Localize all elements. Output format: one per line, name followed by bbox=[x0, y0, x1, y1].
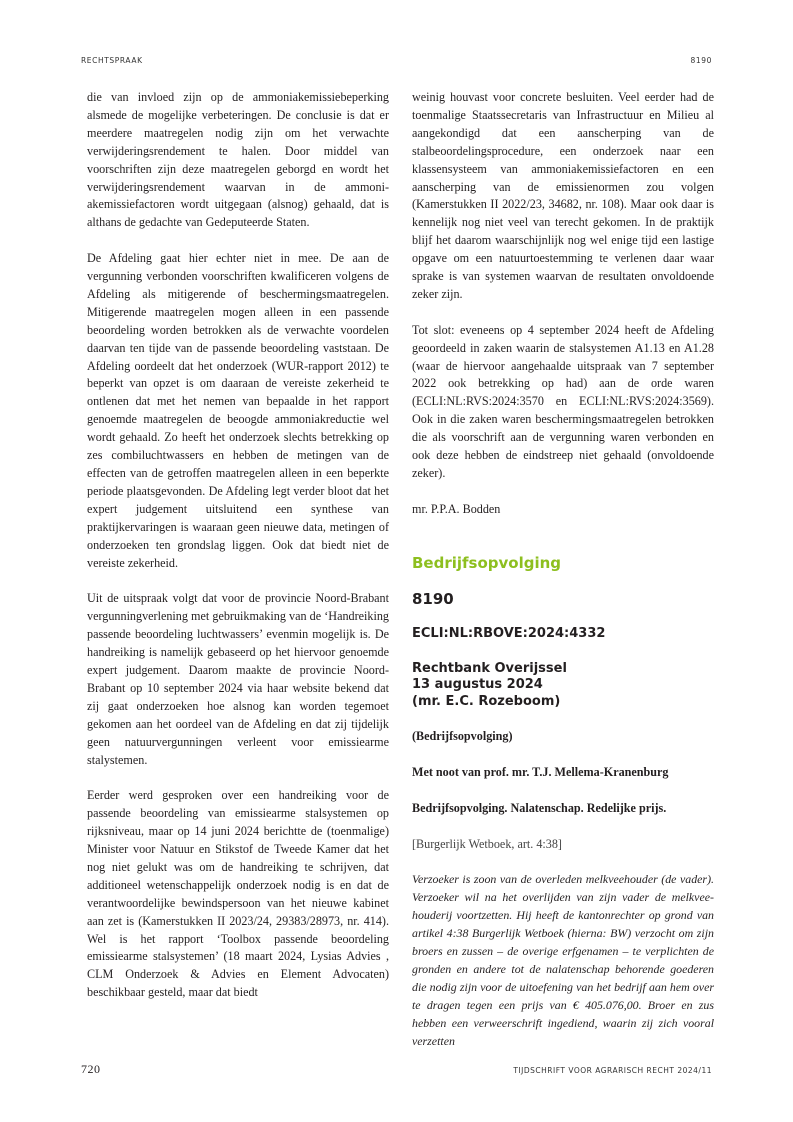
legislation-reference: [Burgerlijk Wetboek, art. 4:38] bbox=[412, 836, 562, 851]
keywords: Bedrijfsopvolging. Nalatenschap. Redelijke prijs. bbox=[412, 800, 667, 815]
paragraph: Eerder werd gesproken over een handreiking voor de passende beoordeling van emissiearme stalsystemen op rijksniveau, maar op 14 juni 2024 berichtte de (toenmalige) Minister voor Natuur en Stikstof de Tweede Kamer dat het nog niet gelukt was om de handreiking te schrijven, dat additioneel wetenschappelijk onderzoek nodig is en dat de verantwoordelijke bewindspersoon van het nieuwe kabinet aan zet is (Kamerstukken II 2023/24, 29383/28973, nr. 414). Wel is het rapport ‘Toolbox passende beoordeling emissiearme stalsystemen’ (18 maart 2024, Lysias Advies , CLM Onderzoek & Advies en Element Advocaten) beschikbaar gesteld, maar dat biedt bbox=[87, 788, 389, 1000]
left-column bbox=[87, 89, 389, 1020]
journal-title: TIJDSCHRIFT VOOR AGRARISCH RECHT 2024/11 bbox=[513, 1066, 712, 1075]
paragraph: De Afdeling gaat hier echter niet in mee. De aan de vergunning verbonden voorschriften kwalificeren volgens de Afdeling als mitigerende of beschermingsmaatregelen. Mitigerende maatregelen mogen alleen in een passende beoordeling worden betrokken als de verwachte voordelen daarvan ten tijde van de passende beoordeling vaststaan. De Afdeling oordeelt dat het onderzoek (WUR-rapport 2012) te beperkt van opzet is om daaraan de vereiste zekerheid te ontlenen dat met het nemen van bepaalde in het rapport genoemde maatregelen de beoogde ammoniakreductie wel wordt gehaald. Zo heeft het onderzoek slechts betrekking op zes combiluchtwassers en hebben de metingen van de effecten van de getroffen maatregelen alleen in een beperkte periode plaatsgevonden. De Afdeling legt verder bloot dat het expert judgement uitsluitend een synthese van praktijkervaringen is waaraan geen nieuwe data, metingen of onderzoeken ten grondslag liggen. Ook dat biedt niet de vereiste zekerheid. bbox=[87, 251, 389, 570]
page-number: 720 bbox=[81, 1062, 101, 1076]
page-footer bbox=[81, 1062, 712, 1077]
section-label: RECHTSPRAAK bbox=[81, 56, 143, 65]
case-summary: Verzoeker is zoon van de overleden melkveehouder (de vader). Verzoeker wil na het overlijden van zijn vader de melkveehouderij voortzetten. Hij heeft de kantonrechter op grond van artikel 4:38 Burgerlijk Wetboek (hierna: BW) verzocht om zijn broers en zussen – de overige erfgenamen – te verplichten de gronden en andere tot de nalatenschap behorende goederen die nodig zijn voor de uitoefening van het bedrijf aan hem over te dragen tegen een prijs van € 405.076,00. Broer en zus hebben een verweerschrift ingediend, waarin zij zich vooral verzetten bbox=[412, 872, 714, 1048]
judge-name: (mr. E.C. Rozeboom) bbox=[412, 693, 561, 709]
case-number: 8190 bbox=[412, 589, 454, 608]
judgment-date: 13 augustus 2024 bbox=[412, 677, 543, 693]
paragraph: weinig houvast voor concrete besluiten. Veel eerder had de toenmalige Staatssecretaris van Infrastructuur en Milieu al aangekondigd dat een aanscherping van de stalbeoordelingsprocedure, een onderzoek naar een klassensysteem van ammoniakemissiefactoren en een aanscherping van de emissienormen zou volgen (Kamerstukken II 2022/23, 34682, nr. 108). Maar ook daar is kennelijk nog niet veel van terecht gekomen. In de praktijk blijf het daarom waarschijnlijk nog wel enige tijd een lastige opgave om een natuurtoestemming te verlenen daar waar sprake is van systemen waarvan de resultaten onvoldoende zeker zijn. bbox=[412, 90, 714, 301]
running-header bbox=[81, 56, 712, 65]
header-case-number: 8190 bbox=[690, 56, 712, 65]
section-title: Bedrijfsopvolging bbox=[412, 553, 562, 572]
paragraph: Tot slot: eveneens op 4 september 2024 heeft de Afdeling geoordeeld in zaken waarin de stalsystemen A1.13 en A1.28 (waar de hiervoor aangehaalde uitspraak van 7 september 2022 ook betrekking op had) aan de orde waren (ECLI:NL:RVS:2024:3570 en ECLI:NL:RVS:2024:3569). Ook in die zaken waren beschermingsmaatregelen betrokken die als voorschrift aan de vergunning waren verbonden en ook deze hebben de eindstreep niet gehaald (onvoldoende zeker). bbox=[412, 322, 714, 481]
court-name: Rechtbank Overijssel bbox=[412, 660, 567, 676]
author-signature: mr. P.P.A. Bodden bbox=[412, 501, 501, 516]
paragraph: die van invloed zijn op de ammoniakemissiebeperking alsmede de mogelijke verbeteringen. De conclusie is dat er meerdere maatregelen nodig zijn om het verwachte verwijderingsrendement te halen. Door middel van voorschriften zijn deze maatregelen geborgd en wordt het verwijderingsrendement waarvan in de ammoniakemissiefactoren wordt uitgegaan (alsnog) gehaald, dat is althans de gedachte van Gedeputeerde Staten. bbox=[87, 90, 389, 230]
annotation-author: Met noot van prof. mr. T.J. Mellema-Kranenburg bbox=[412, 765, 669, 780]
court-info bbox=[412, 661, 714, 711]
ecli-identifier: ECLI:NL:RBOVE:2024:4332 bbox=[412, 625, 606, 641]
paragraph: Uit de uitspraak volgt dat voor de provincie Noord-Brabant vergunningverlening met gebruikmaking van de ‘Handreiking passende beoordeling luchtwassers’ evenmin mogelijk is. De handreiking is namelijk gebaseerd op het hiervoor genoemde expert judgement. Daarom maakte de provincie Noord-Brabant op 10 september 2024 via haar website bekend dat zij gaat onderzoeken hoe alsnog kan worden tegemoet gekomen aan het oordeel van de Afdeling en dat zij tijdelijk geen natuurvergunningen verleent voor emissiearme stalystemen. bbox=[87, 591, 389, 767]
subject: (Bedrijfsopvolging) bbox=[412, 729, 513, 744]
right-column bbox=[412, 89, 714, 1068]
